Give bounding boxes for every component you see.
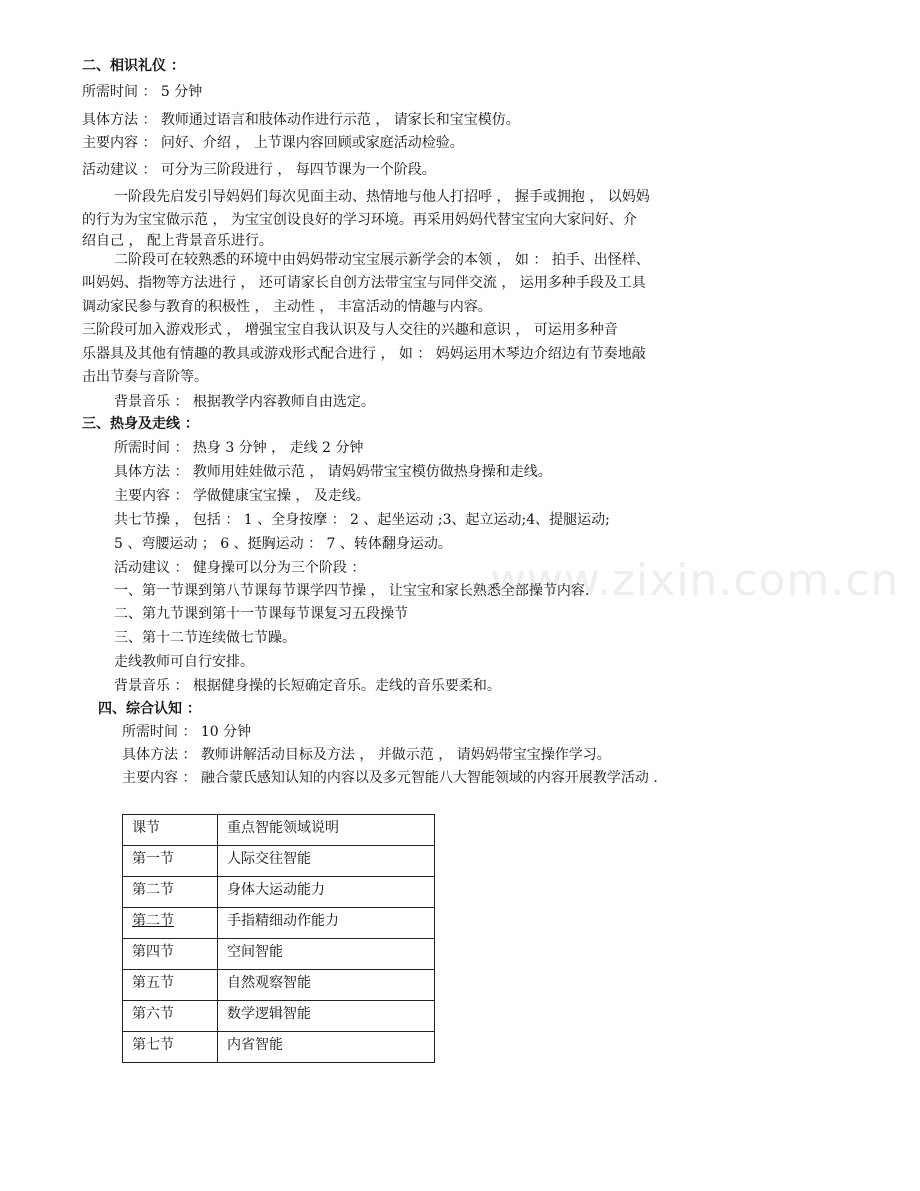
section-heading-cognition: 四、综合认知 ： xyxy=(98,701,201,717)
s3-method: 具体方法 ： 教师用娃娃做示范 ， 请妈妈带宝宝模仿做热身操和走线。 xyxy=(114,464,552,480)
s3-walk: 走线教师可自行安排。 xyxy=(114,654,254,670)
s2-p3-line: 三阶段可加入游戏形式 ， 增强宝宝自我认识及与人交往的兴趣和意识 ， 可运用多种音 xyxy=(82,322,618,338)
s2-p1-line: 绍自己 ， 配上背景音乐进行。 xyxy=(82,233,273,249)
s2-content: 主要内容 ： 问好、介绍 ， 上节课内容回顾或家庭活动检验。 xyxy=(82,135,464,151)
s2-music: 背景音乐 ： 根据教学内容教师自由选定。 xyxy=(114,394,375,410)
table-cell-domain: 自然观察智能 xyxy=(218,970,435,1001)
table-cell-domain: 身体大运动能力 xyxy=(218,877,435,908)
table-row xyxy=(123,908,435,939)
table-row xyxy=(123,846,435,877)
s3-music: 背景音乐 ： 根据健身操的长短确定音乐。走线的音乐要柔和。 xyxy=(114,678,501,694)
table-cell-lesson: 第七节 xyxy=(123,1032,218,1063)
table-row xyxy=(123,877,435,908)
table-cell-domain: 空间智能 xyxy=(218,939,435,970)
table-row xyxy=(123,970,435,1001)
s3-list: 共七节操 ， 包括 ： 1 、全身按摩 ： 2 、起坐运动 ;3、起立运动;4、提腿运动; xyxy=(114,512,610,528)
s2-p2-line: 二阶段可在较熟悉的环境中由妈妈带动宝宝展示新学会的本领 ， 如 ： 拍手、出怪样、 xyxy=(114,252,650,268)
s2-p2-line: 调动家民参与教育的积极性 ， 主动性 ， 丰富活动的情趣与内容。 xyxy=(82,299,492,315)
watermark: www.zixin.com.cn xyxy=(490,555,900,606)
table-cell-lesson: 第六节 xyxy=(123,1001,218,1032)
s3-advice-item: 一、第一节课到第八节课每节课学四节操 ， 让宝宝和家长熟悉全部操节内容. xyxy=(114,583,590,599)
table-cell-lesson: 第二节 xyxy=(123,877,218,908)
table-header-cell: 课节 xyxy=(123,815,218,846)
s2-time: 所需时间 ： 5 分钟 xyxy=(82,84,203,100)
table-cell-domain: 手指精细动作能力 xyxy=(218,908,435,939)
s2-p1-line: 的行为为宝宝做示范 ， 为宝宝创设良好的学习环境。再采用妈妈代替宝宝向大家问好、介 xyxy=(82,212,637,228)
s2-p1-line: 一阶段先启发引导妈妈们每次见面主动、热情地与他人打招呼 ， 握手或拥抱 ， 以妈妈 xyxy=(114,189,650,205)
s2-method: 具体方法 ： 教师通过语言和肢体动作进行示范 ， 请家长和宝宝模仿。 xyxy=(82,112,520,128)
s3-advice-item: 二、第九节课到第十一节课每节课复习五段操节 xyxy=(114,606,408,622)
table-cell-lesson: 第二节 xyxy=(132,913,174,929)
s3-advice-item: 三、第十二节连续做七节躁。 xyxy=(114,630,296,646)
s2-p2-line: 叫妈妈、指物等方法进行 ， 还可请家长自创方法带宝宝与同伴交流 ， 运用多种手段及工具 xyxy=(82,275,646,291)
s2-p3-line: 击出节奏与音阶等。 xyxy=(82,369,208,385)
s4-time: 所需时间 ： 10 分钟 xyxy=(122,724,252,740)
s4-content: 主要内容 ： 融合蒙氏感知认知的内容以及多元智能八大智能领域的内容开展教学活动 . xyxy=(122,770,658,786)
table-row xyxy=(123,1032,435,1063)
table-cell-domain: 内省智能 xyxy=(218,1032,435,1063)
s3-time: 所需时间 ： 热身 3 分钟 ， 走线 2 分钟 xyxy=(114,440,364,456)
table-header-cell: 重点智能领域说明 xyxy=(218,815,435,846)
table-cell-lesson: 第五节 xyxy=(123,970,218,1001)
table-cell-lesson: 第四节 xyxy=(123,939,218,970)
table-cell-lesson: 第一节 xyxy=(123,846,218,877)
section-heading-greeting: 二、相识礼仪 ： xyxy=(82,58,185,74)
table-row xyxy=(123,939,435,970)
section-heading-warmup: 三、热身及走线 ： xyxy=(82,416,199,432)
intelligence-table xyxy=(122,814,435,1063)
s4-method: 具体方法 ： 教师讲解活动目标及方法 ， 并做示范 ， 请妈妈带宝宝操作学习。 xyxy=(122,747,611,763)
table-header-row xyxy=(123,815,435,846)
s3-content: 主要内容 ： 学做健康宝宝操 ， 及走线。 xyxy=(114,488,370,504)
table-row xyxy=(123,1001,435,1032)
s3-advice: 活动建议 ： 健身操可以分为三个阶段 ： xyxy=(114,560,366,576)
s2-p3-line: 乐器具及其他有情趣的教具或游戏形式配合进行 ， 如 ： 妈妈运用木琴边介绍边有节奏地敲 xyxy=(82,346,646,362)
table-cell-domain: 数学逻辑智能 xyxy=(218,1001,435,1032)
s3-list: 5 、弯腰运动 ； 6 、挺胸运动 ： 7 、转体翻身运动。 xyxy=(114,536,452,552)
table-cell-domain: 人际交往智能 xyxy=(218,846,435,877)
s2-advice: 活动建议 ： 可分为三阶段进行 ， 每四节课为一个阶段。 xyxy=(82,162,436,178)
